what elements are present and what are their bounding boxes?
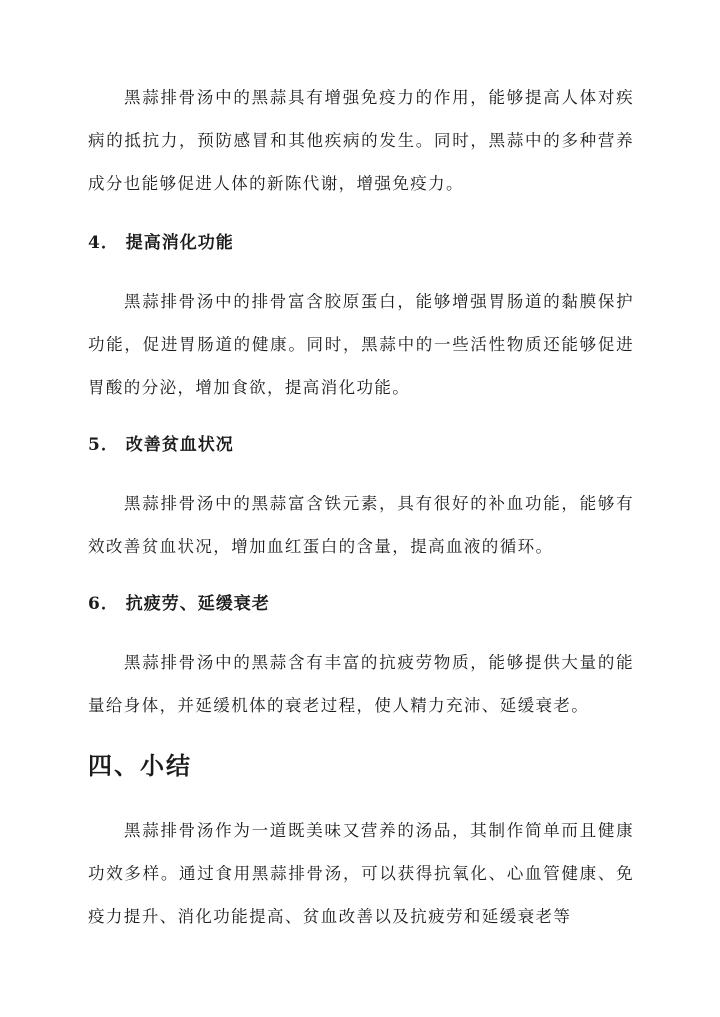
paragraph-fatigue: 黑蒜排骨汤中的黑蒜含有丰富的抗疲劳物质，能够提供大量的能量给身体，并延缓机体的衰老过程，使人精力充沛、延缓衰老。: [88, 653, 634, 715]
heading-digestion: 4． 提高消化功能: [88, 233, 234, 253]
paragraph-digestion: 黑蒜排骨汤中的排骨富含胶原蛋白，能够增强胃肠道的黏膜保护功能，促进胃肠道的健康。同时，黑蒜中的一些活性物质还能够促进胃酸的分泌，增加食欲，提高消化功能。: [88, 292, 634, 397]
heading-fatigue: 6． 抗疲劳、延缓衰老: [88, 594, 270, 614]
paragraph-anemia: 黑蒜排骨汤中的黑蒜富含铁元素，具有很好的补血功能，能够有效改善贫血状况，增加血红蛋白的含量，提高血液的循环。: [88, 494, 634, 556]
section-title-summary: 四、小结: [88, 751, 192, 780]
paragraph-summary: 黑蒜排骨汤作为一道既美味又营养的汤品，其制作简单而且健康功效多样。通过食用黑蒜排骨汤，可以获得抗氧化、心血管健康、免疫力提升、消化功能提高、贫血改善以及抗疲劳和延缓衰老等: [88, 821, 634, 926]
heading-anemia: 5． 改善贫血状况: [88, 435, 234, 455]
paragraph-immunity: 黑蒜排骨汤中的黑蒜具有增强免疫力的作用，能够提高人体对疾病的抵抗力，预防感冒和其他疾病的发生。同时，黑蒜中的多种营养成分也能够促进人体的新陈代谢，增强免疫力。: [88, 88, 634, 193]
